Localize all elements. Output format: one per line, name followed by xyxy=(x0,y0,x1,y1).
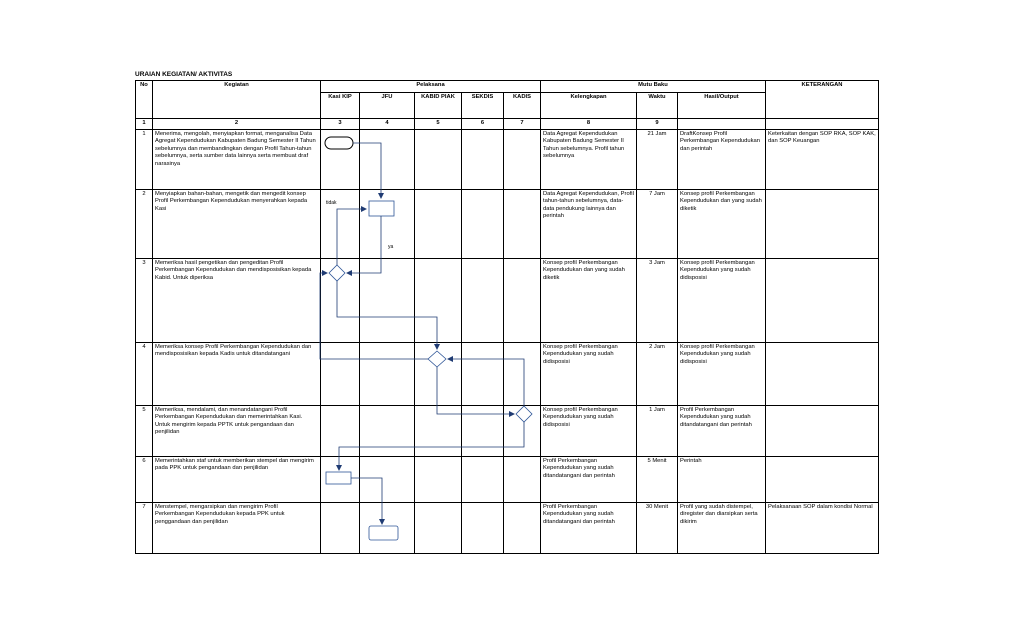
col-number: 6 xyxy=(462,119,504,130)
col-number: 4 xyxy=(360,119,415,130)
activity-cell: Memerintahkan staf untuk memberikan stempel dan mengirim pada PPK untuk pengandaan dan penjilidan xyxy=(153,456,321,502)
table-row xyxy=(136,405,879,456)
header-hasil: Hasil/Output xyxy=(678,93,766,119)
row-number: 7 xyxy=(136,502,153,553)
activity-cell: Memeriksa konsep Profil Perkembangan Kependudukan dan mendisposisikan kepada Kadis untuk ditandatangani xyxy=(153,342,321,405)
hasil-cell: Profil Perkembangan Kependudukan yang sudah ditandatangani dan perintah xyxy=(678,405,766,456)
waktu-cell: 1 Jam xyxy=(637,405,678,456)
hasil-cell: Konsep profil Perkembangan Kependudukan dan yang sudah diketik xyxy=(678,189,766,258)
table-row xyxy=(136,129,879,189)
flow-label-no: tidak xyxy=(326,200,337,206)
keterangan-cell xyxy=(766,342,879,405)
keterangan-cell: Keterkaitan dengan SOP RKA, SOP KAK, dan SOP Keuangan xyxy=(766,129,879,189)
row-number: 1 xyxy=(136,129,153,189)
keterangan-cell xyxy=(766,456,879,502)
keterangan-cell xyxy=(766,258,879,342)
sop-table xyxy=(135,80,879,554)
document-title: URAIAN KEGIATAN/ AKTIVITAS xyxy=(135,71,233,78)
hasil-cell: Profil yang sudah distempel, diregister dan diarsipkan serta dikirim xyxy=(678,502,766,553)
col-number: 3 xyxy=(321,119,360,130)
row-number: 5 xyxy=(136,405,153,456)
header-no: No xyxy=(136,81,153,119)
row-number: 2 xyxy=(136,189,153,258)
table-row xyxy=(136,258,879,342)
kelengkapan-cell: Konsep profil Perkembangan Kependudukan yang sudah didisposisi xyxy=(541,342,637,405)
col-number: 2 xyxy=(153,119,321,130)
kelengkapan-cell: Data Agregat Kependudukan Kabupaten Badung Semester II Tahun sebelumnya. Profil tahun sebelumnya xyxy=(541,129,637,189)
kelengkapan-cell: Konsep profil Perkembangan Kependudukan yang sudah didisposisi xyxy=(541,405,637,456)
waktu-cell: 7 Jam xyxy=(637,189,678,258)
hasil-cell: Konsep profil Perkembangan Kependudukan yang sudah didisposisi xyxy=(678,258,766,342)
hasil-cell: Perintah xyxy=(678,456,766,502)
activity-cell: Menyiapkan bahan-bahan, mengetik dan mengedit konsep Profil Perkembangan Kependudukan menyerahkan kepada Kasi xyxy=(153,189,321,258)
waktu-cell: 30 Menit xyxy=(637,502,678,553)
header-actor-kasi-kip: Kasi KIP xyxy=(321,93,360,119)
header-waktu: Waktu xyxy=(637,93,678,119)
kelengkapan-cell: Profil Perkembangan Kependudukan yang sudah ditandatangani dan perintah xyxy=(541,456,637,502)
col-number: 8 xyxy=(541,119,637,130)
flow-label-yes: ya xyxy=(388,244,394,250)
hasil-cell: Konsep profil Perkembangan Kependudukan yang sudah didisposisi xyxy=(678,342,766,405)
header-kegiatan: Kegiatan xyxy=(153,81,321,119)
row-number: 3 xyxy=(136,258,153,342)
table-row xyxy=(136,189,879,258)
keterangan-cell xyxy=(766,189,879,258)
table-row xyxy=(136,456,879,502)
activity-cell: Memeriksa hasil pengetikan dan pengeditan Profil Perkembangan Kependudukan dan mendisposisikan kepada Kabid. Untuk diperiksa xyxy=(153,258,321,342)
header-kelengkapan: Kelengkapan xyxy=(541,93,637,119)
hasil-cell: DraftKonsep Profil Perkembangan Kependudukan dan perintah xyxy=(678,129,766,189)
header-mutu-baku: Mutu Baku xyxy=(541,81,766,93)
activity-cell: Menstempel, mengarsipkan dan mengirim Profil Perkembangan Kependudukan kepada PPK untuk penggandaan dan penjilidan xyxy=(153,502,321,553)
col-number: 5 xyxy=(415,119,462,130)
col-number: 9 xyxy=(637,119,678,130)
kelengkapan-cell: Konsep profil Perkembangan Kependudukan dan yang sudah diketik xyxy=(541,258,637,342)
col-number: 7 xyxy=(504,119,541,130)
header-actor-kadis: KADIS xyxy=(504,93,541,119)
waktu-cell: 3 Jam xyxy=(637,258,678,342)
waktu-cell: 2 Jam xyxy=(637,342,678,405)
waktu-cell: 21 Jam xyxy=(637,129,678,189)
waktu-cell: 5 Menit xyxy=(637,456,678,502)
header-actor-sekdis: SEKDIS xyxy=(462,93,504,119)
keterangan-cell: Pelaksanaan SOP dalam kondisi Normal xyxy=(766,502,879,553)
row-number: 6 xyxy=(136,456,153,502)
header-actor-kabid-piak: KABID PIAK xyxy=(415,93,462,119)
activity-cell: Memeriksa, mendalami, dan menandatangani Profil Perkembangan Kependudukan dan memerintahkan Kasi. Untuk mengirim kepada PPTK untuk pengandaan dan penjilidan xyxy=(153,405,321,456)
activity-cell: Menerima, mengolah, menyiapkan format, menganalisa Data Agregat Kependudukan Kabupaten Badung Semester II Tahun sebelumnya dan membandingkan dengan Profil Tahun-tahun sebelumnya, serta sumber data lainnya serta membuat draf narasinya xyxy=(153,129,321,189)
table-row xyxy=(136,502,879,553)
kelengkapan-cell: Data Agregat Kependudukan, Profil tahun-tahun sebelumnya, data-data pendukung lainnya dan perintah xyxy=(541,189,637,258)
header-keterangan: KETERANGAN xyxy=(766,81,879,119)
header-pelaksana: Pelaksana xyxy=(321,81,541,93)
kelengkapan-cell: Profil Perkembangan Kependudukan yang sudah ditandatangani dan perintah xyxy=(541,502,637,553)
header-actor-jfu: JFU xyxy=(360,93,415,119)
keterangan-cell xyxy=(766,405,879,456)
table-row xyxy=(136,342,879,405)
col-number: 1 xyxy=(136,119,153,130)
row-number: 4 xyxy=(136,342,153,405)
